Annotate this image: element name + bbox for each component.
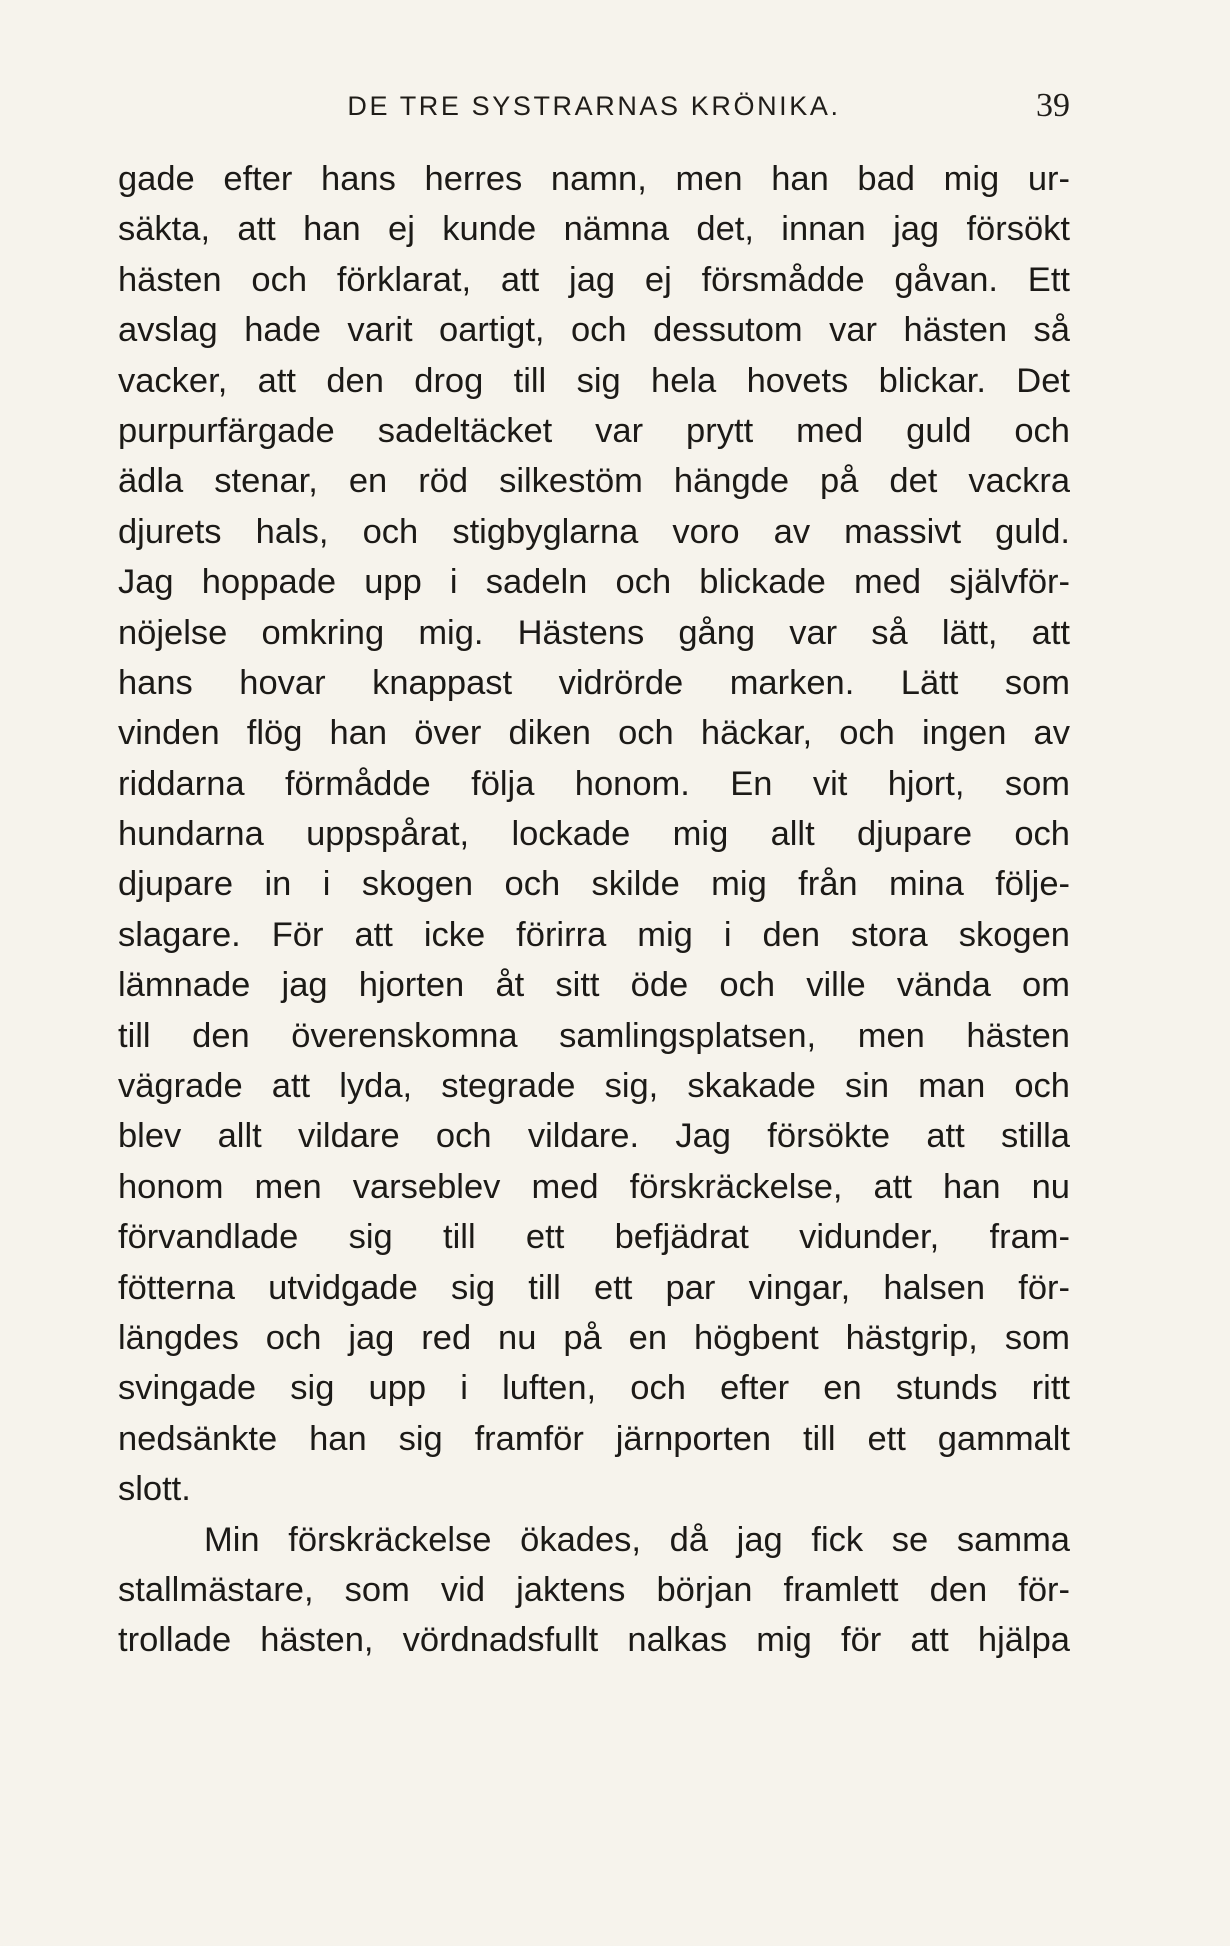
text-line: svingade sig upp i luften, och efter en stunds ritt	[118, 1369, 1070, 1408]
text-line: slagare. För att icke förirra mig i den stora skogen	[118, 915, 1070, 954]
text-line: nöjelse omkring mig. Hästens gång var så lätt, att	[118, 613, 1070, 652]
text-line: till den överenskomna samlingsplatsen, men hästen	[118, 1016, 1070, 1055]
text-line: honom men varseblev med förskräckelse, att han nu	[118, 1167, 1070, 1206]
text-line: riddarna förmådde följa honom. En vit hjort, som	[118, 764, 1070, 803]
running-head	[118, 86, 1070, 126]
page-number: 39	[1036, 87, 1070, 124]
text-line: säkta, att han ej kunde nämna det, innan jag försökt	[118, 210, 1070, 249]
text-line: gade efter hans herres namn, men han bad mig ur-	[118, 160, 1070, 198]
text-line: Jag hoppade upp i sadeln och blickade med självför-	[118, 563, 1070, 602]
text-line: blev allt vildare och vildare. Jag försökte att stilla	[118, 1117, 1070, 1156]
text-line: djupare in i skogen och skilde mig från mina följe-	[118, 865, 1070, 904]
text-line: längdes och jag red nu på en högbent hästgrip, som	[118, 1318, 1070, 1357]
text-line: vacker, att den drog till sig hela hovets blickar. Det	[118, 361, 1070, 400]
text-line: nedsänkte han sig framför järnporten till ett gammalt	[118, 1419, 1070, 1458]
body-text	[118, 154, 1070, 1666]
text-line: djurets hals, och stigbyglarna voro av massivt guld.	[118, 512, 1070, 551]
text-line: vinden flög han över diken och häckar, och ingen av	[118, 714, 1070, 753]
text-line: stallmästare, som vid jaktens början framlett den för-	[118, 1570, 1070, 1609]
text-line: hundarna uppspårat, lockade mig allt djupare och	[118, 815, 1070, 854]
text-line: ädla stenar, en röd silkestöm hängde på det vackra	[118, 462, 1070, 501]
text-line: slott.	[118, 1470, 191, 1509]
text-line: lämnade jag hjorten åt sitt öde och ville vända om	[118, 966, 1070, 1005]
text-line: trollade hästen, vördnadsfullt nalkas mig för att hjälpa	[118, 1621, 1070, 1660]
text-line: fötterna utvidgade sig till ett par vingar, halsen för-	[118, 1268, 1070, 1307]
text-line: hans hovar knappast vidrörde marken. Lätt som	[118, 663, 1070, 702]
paragraph-2	[118, 1515, 1070, 1666]
text-line: förvandlade sig till ett befjädrat vidunder, fram-	[118, 1218, 1070, 1257]
text-line: purpurfärgade sadeltäcket var prytt med guld och	[118, 411, 1070, 450]
text-line: vägrade att lyda, stegrade sig, skakade sin man och	[118, 1067, 1070, 1106]
text-line: avslag hade varit oartigt, och dessutom var hästen så	[118, 311, 1070, 350]
text-line: Min förskräckelse ökades, då jag fick se samma	[204, 1520, 1070, 1559]
running-title: DE TRE SYSTRARNAS KRÖNIKA.	[347, 91, 841, 121]
text-line: hästen och förklarat, att jag ej försmådde gåvan. Ett	[118, 260, 1070, 299]
paragraph-1	[118, 154, 1070, 1515]
